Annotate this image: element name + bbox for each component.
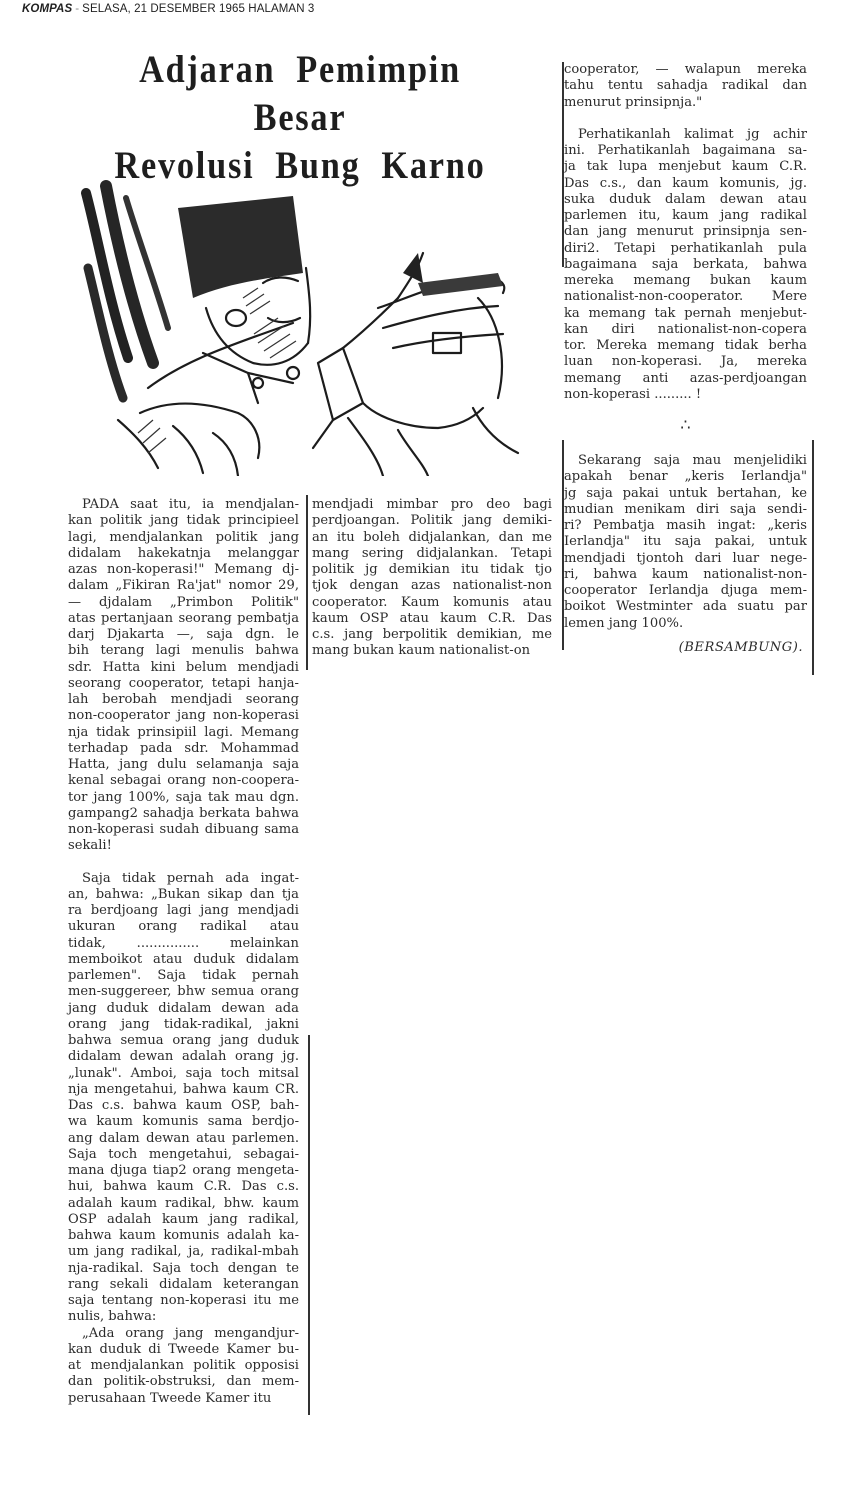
text-line: kan diri nationalist-non-copera — [564, 321, 807, 337]
paragraph-1 — [68, 497, 299, 855]
text-line: didalam dewan adalah orang jg. — [68, 1049, 299, 1065]
paragraph-col3-2 — [564, 127, 807, 403]
dateline: SELASA, 21 DESEMBER 1965 HALAMAN 3 — [82, 3, 315, 15]
text-line: ri, bahwa kaum nationalist-non- — [564, 566, 807, 582]
text-line: bahwa kaum komunis adalah ka- — [68, 1228, 299, 1243]
text-line: kenal sebagai orang non-coopera- — [68, 773, 299, 789]
paragraph-col2 — [312, 497, 552, 660]
article-column-3 — [564, 62, 807, 656]
text-line: tor. Mereka memang tidak berha — [564, 338, 807, 353]
text-line: nja mengetahui, bahwa kaum CR. — [68, 1081, 299, 1097]
text-line: mana djuga tiap2 orang mengeta- — [68, 1163, 299, 1178]
text-line: ukuran orang radikal atau — [68, 919, 299, 935]
text-line: Perhatikanlah kalimat jg achir — [578, 126, 807, 142]
text-line: Hatta, jang dulu selamanja saja — [68, 757, 299, 772]
paragraph-col3-3 — [564, 453, 807, 632]
text-line: c.s. jang berpolitik demikian, me — [312, 627, 552, 642]
text-line: rang sekali didalam keterangan — [68, 1276, 299, 1292]
text-line: politik jg demikian itu tidak tjo — [312, 562, 552, 577]
text-line: tahu tentu sahadja radikal dan — [564, 78, 807, 94]
text-line: cooperator. Kaum komunis atau — [312, 594, 552, 610]
text-line: an, bahwa: „Bukan sikap dan tja — [68, 886, 299, 902]
text-line: men-suggereer, bhw semua orang — [68, 984, 299, 1000]
text-line: wa kaum komunis sama berdjo- — [68, 1114, 299, 1130]
text-line: parlemen itu, kaum jang radikal — [564, 208, 807, 223]
text-line: dalam „Fikiran Ra'jat" nomor 29, — [68, 578, 299, 594]
text-line: diri2. Tetapi perhatikanlah pula — [564, 240, 807, 256]
text-line: luan non-koperasi. Ja, mereka — [564, 354, 807, 370]
text-line: kan duduk di Tweede Kamer bu- — [68, 1341, 299, 1357]
text-line: mang sering didjalankan. Tetapi — [312, 545, 552, 561]
text-line: lemen jang 100%. — [564, 615, 684, 631]
portrait-illustration — [78, 158, 553, 476]
text-line: lah berobah mendjadi seorang — [68, 692, 299, 707]
text-line: adalah kaum radikal, bhw. kaum — [68, 1195, 299, 1211]
text-line: mendjadi mimbar pro deo bagi — [312, 497, 552, 512]
text-line: boikot Westminter ada suatu par — [564, 599, 807, 615]
text-line: ri? Pembatja masih ingat: „keris — [564, 518, 807, 533]
text-line: mudian menikam diri saja sendi- — [564, 501, 807, 517]
text-line: Sekarang saja mau menjelidiki — [578, 453, 807, 468]
text-line: tidak, ............... melainkan — [68, 935, 299, 951]
text-line: Ierlandja" itu saja pakai, untuk — [564, 534, 807, 550]
continued-signoff: (BERSAMBUNG). — [678, 639, 803, 655]
text-line: memang anti azas-perdjoangan — [564, 370, 807, 386]
article-column-2 — [312, 497, 552, 660]
article-column-1 — [68, 497, 299, 1407]
text-line: ini. Perhatikanlah bagaimana sa- — [564, 143, 807, 158]
text-line: at mendjalankan politik opposisi — [68, 1358, 299, 1373]
text-line: sdr. Hatta kini belum mendjadi — [68, 659, 299, 675]
text-line: dan jang menurut prinsipnja sen- — [564, 224, 807, 240]
text-line: an itu boleh didjalankan, dan me — [312, 529, 552, 545]
text-line: ang dalam dewan atau parlemen. — [68, 1130, 299, 1146]
text-line: sekali! — [68, 838, 112, 854]
text-line: hui, bahwa kaum C.R. Das c.s. — [68, 1179, 299, 1195]
text-line: ra berdjoang lagi jang mendjadi — [68, 903, 299, 918]
text-line: non-cooperator jang non-koperasi — [68, 708, 299, 724]
text-line: OSP adalah kaum jang radikal, — [68, 1211, 299, 1227]
text-line: mendjadi tjontoh dari luar nege- — [564, 550, 807, 566]
text-line: didalam hakekatnja melanggar — [68, 545, 299, 561]
column-rule-middle — [306, 495, 308, 670]
text-line: bagaimana saja berkata, bahwa — [564, 256, 807, 272]
text-line: orang jang tidak-radikal, jakni — [68, 1016, 299, 1032]
text-line: nja-radikal. Saja toch dengan te — [68, 1260, 299, 1276]
text-line: ja tak lupa menjebut kaum C.R. — [564, 159, 807, 175]
text-line: ka memang tak pernah menjebut- — [564, 305, 807, 321]
text-line: perdjoangan. Politik jang demiki- — [312, 513, 552, 529]
peci-cap — [178, 196, 303, 298]
masthead-separator: - — [75, 3, 80, 15]
text-line: cooperator, — walapun mereka — [564, 62, 807, 77]
text-line: suka duduk dalam dewan atau — [564, 191, 807, 207]
text-line: terhadap pada sdr. Mohammad — [68, 740, 299, 756]
text-line: Das c.s., dan kaum komunis, jg. — [564, 175, 807, 191]
text-line: non-koperasi sudah dibuang sama — [68, 822, 299, 837]
text-line: tor jang 100%, saja tak mau dgn. — [68, 789, 299, 805]
paragraph-3 — [68, 1326, 299, 1407]
text-line: bih terang lagi menulis bahwa — [68, 643, 299, 659]
text-line: nationalist-non-cooperator. Mere — [564, 289, 807, 305]
text-line: saja tentang non-koperasi itu me — [68, 1293, 299, 1308]
text-line: Saja tidak pernah ada ingat- — [82, 870, 299, 886]
text-line: darj Djakarta —, saja dgn. le — [68, 627, 299, 642]
text-line: non-koperasi ......... ! — [564, 386, 702, 402]
text-line: um jang radikal, ja, radikal-mbah — [68, 1244, 299, 1260]
text-line: atas pertanjaan seorang pembatja — [68, 610, 299, 626]
text-line: jang duduk didalam dewan ada — [68, 1000, 299, 1016]
text-line: mang bukan kaum nationalist-on — [312, 643, 531, 659]
text-line: tjok dengan azas nationalist-non — [312, 578, 552, 594]
text-line: mereka memang bukan kaum — [564, 273, 807, 288]
text-line: — djdalam „Primbon Politik" — [68, 594, 299, 610]
text-line: kaum OSP atau kaum C.R. Das — [312, 610, 552, 626]
masthead — [22, 3, 314, 15]
headline-line-2: Revolusi Bung Karno — [114, 144, 486, 187]
section-divider: ∴ — [680, 415, 691, 434]
text-line: „Ada orang jang mengandjur- — [82, 1325, 299, 1341]
column-rule-left-lower — [308, 1035, 310, 1415]
text-line: dan politik-obstruksi, dan mem- — [68, 1374, 299, 1390]
text-line: menurut prinsipnja." — [564, 94, 703, 110]
text-line: lagi, mendjalankan politik jang — [68, 529, 299, 545]
text-line: memboikot atau duduk didalam — [68, 951, 299, 967]
text-line: gampang2 sahadja berkata bahwa — [68, 805, 299, 821]
newspaper-name: KOMPAS — [22, 3, 73, 15]
text-line: Saja toch mengetahui, sebagai- — [68, 1146, 299, 1162]
text-line: seorang cooperator, tetapi hanja- — [68, 675, 299, 691]
text-line: cooperator Ierlandja djuga mem- — [564, 583, 807, 598]
text-line: nulis, bahwa: — [68, 1309, 157, 1325]
text-line: perusahaan Tweede Kamer itu — [68, 1390, 272, 1406]
text-line: azas non-koperasi!" Memang dj- — [68, 562, 299, 577]
text-line: kan politik jang tidak principieel — [68, 513, 299, 529]
text-line: jg saja pakai untuk bertahan, ke — [564, 485, 807, 501]
column-rule-end — [812, 440, 814, 675]
text-line: „lunak". Amboi, saja toch mitsal — [68, 1065, 299, 1081]
text-line: parlemen". Saja tidak pernah — [68, 968, 299, 983]
paragraph-2 — [68, 871, 299, 1326]
text-line: Das c.s. bahwa kaum OSP, bah- — [68, 1098, 299, 1113]
text-line: PADA saat itu, ia mendjalan- — [82, 497, 299, 512]
text-line: bahwa semua orang jang duduk — [68, 1033, 299, 1048]
paragraph-col3-top — [564, 62, 807, 111]
headline-line-1: Adjaran Pemimpin Besar — [139, 48, 461, 139]
text-line: apakah benar „keris Ierlandja" — [564, 469, 807, 485]
text-line: nja tidak prinsipiil lagi. Memang — [68, 724, 299, 740]
